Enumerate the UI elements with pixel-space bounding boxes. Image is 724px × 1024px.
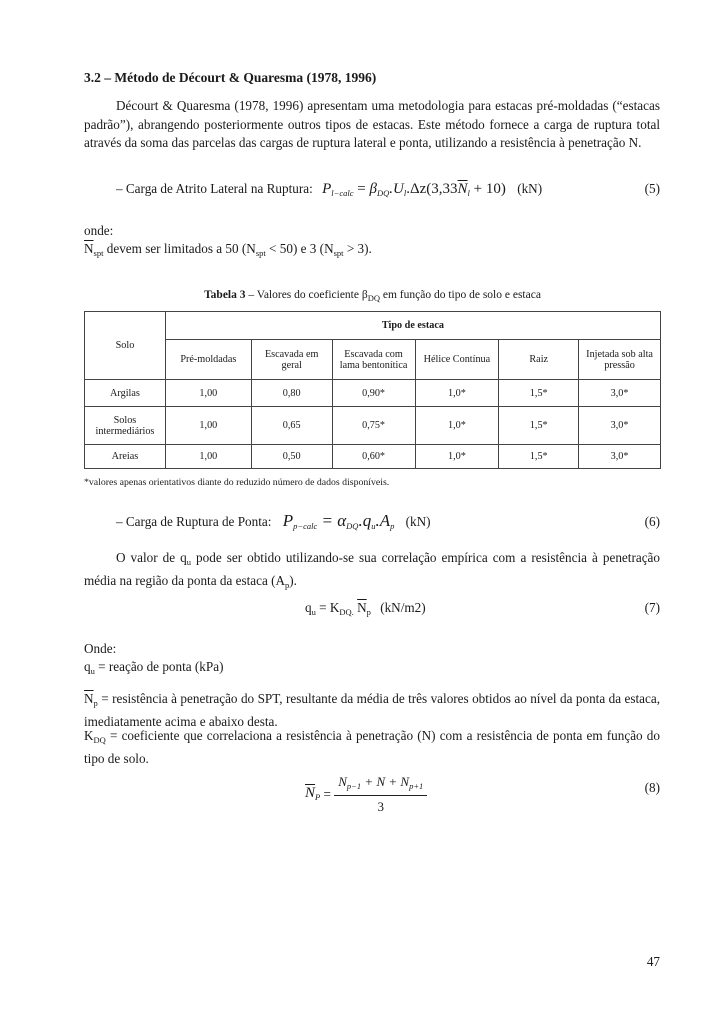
row-soil: Solos intermediários [85,407,166,445]
definition-kdq: $K_{DQ}$ = coeficiente que correlaciona a resistência à penetração (N) com a resistência de ponta em função do tipo de solo. [84,728,660,766]
table-cell: 1,0* [415,380,499,407]
table-cell: 1,0* [415,445,499,469]
equation-5-number: (5) [644,181,660,196]
table-cell: 1,5* [499,407,579,445]
equation-5-label: – Carga de Atrito Lateral na Ruptura: [116,181,313,196]
section-title: 3.2 – Método de Décourt & Quaresma (1978, 1996) [84,70,377,85]
table-cell: 1,00 [165,380,251,407]
equation-6-formula: $P_{p-calc} = \alpha_{DQ}.q_u.A_p$ [282,511,395,531]
table-cell: 1,5* [499,445,579,469]
column-header: Pré-moldadas [165,340,251,380]
equation-5 [116,180,542,202]
table-row [85,380,661,407]
column-header: Escavada com lama bentonítica [332,340,415,380]
row-soil: Areias [85,445,166,469]
page-number: 47 [646,954,660,969]
table-row [85,445,661,469]
column-header: Escavada em geral [251,340,332,380]
equation-6-unit: (kN) [405,514,431,529]
table-cell: 1,00 [165,407,251,445]
equation-7-number: (7) [644,600,660,615]
intro-paragraph: Décourt & Quaresma (1978, 1996) apresentam uma metodologia para estacas pré-moldadas (“estacas padrão”), abrangendo posteriormente outros tipos de estacas. Este método fornece a carga de ruptura total através da soma das parcelas das cargas de ruptura lateral e ponta, utilizando a resistência à penetração N. [84,98,660,150]
table-caption: Tabela 3 – Valores do coeficiente $\beta_{DQ}$ em função do tipo de solo e estaca [204,289,541,303]
equation-5-formula: $P_{l-calc} = \beta_{DQ}.U_l.\Delta z(3,33\overline{N}_l + 10)$ [322,181,506,198]
equation-8-number: (8) [644,780,660,795]
column-header: Hélice Contínua [415,340,499,380]
table-cell: 0,75* [332,407,415,445]
table-cell: 0,90* [332,380,415,407]
definition-qu: $q_u$ = reação de ponta (kPa) [84,659,224,676]
table-cell: 3,0* [579,445,661,469]
equation-7: $q_u = K_{DQ.}$ $\overline{N}_p$ (kN/m2) [305,600,426,617]
onde-label: onde: [84,223,114,238]
table-column-headers [85,340,661,380]
table-cell: 3,0* [579,407,661,445]
table-row [85,407,661,445]
table-cell: 0,65 [251,407,332,445]
equation-8-fraction: $\frac{N_{p-1} + N + N_{p+1}}{3}$ [334,773,427,816]
row-soil: Argilas [85,380,166,407]
definition-np: $\overline{N}_p$ = resistência à penetração do SPT, resultante da média de três valores obtidos ao nível da ponta da estaca, imediatamente acima e abaixo desta. [84,691,660,729]
onde-label-2: Onde: [84,641,117,656]
equation-7-unit: (kN/m2) [380,600,426,615]
equation-5-unit: (kN) [517,181,543,196]
table-cell: 0,80 [251,380,332,407]
equation-6-label: – Carga de Ruptura de Ponta: [116,514,272,529]
table-cell: 1,5* [499,380,579,407]
limit-text: $\overline{N}_{spt}$ devem ser limitados a 50 $(N_{spt} < 50)$ e 3 $(N_{spt} > 3)$. [84,241,372,258]
table-cell: 3,0* [579,380,661,407]
table-note: *valores apenas orientativos diante do reduzido número de dados disponíveis. [84,477,390,488]
equation-6 [116,512,431,535]
table-header-solo: Solo [85,312,166,380]
table-cell: 1,00 [165,445,251,469]
equation-6-number: (6) [644,514,660,529]
table-header-group: Tipo de estaca [165,312,660,340]
qu-paragraph: O valor de $q_u$ pode ser obtido utilizando-se sua correlação empírica com a resistência à penetração média na região da ponta da estaca $(A_p)$. [84,550,660,590]
table-cell: 0,50 [251,445,332,469]
column-header: Injetada sob alta pressão [579,340,661,380]
coefficient-table [84,311,661,469]
column-header: Raiz [499,340,579,380]
table-cell: 0,60* [332,445,415,469]
table-cell: 1,0* [415,407,499,445]
equation-8: $\overline{N}_P$ = $\frac{N_{p-1} + N + N_{p+1}}{3}$ [305,773,427,816]
